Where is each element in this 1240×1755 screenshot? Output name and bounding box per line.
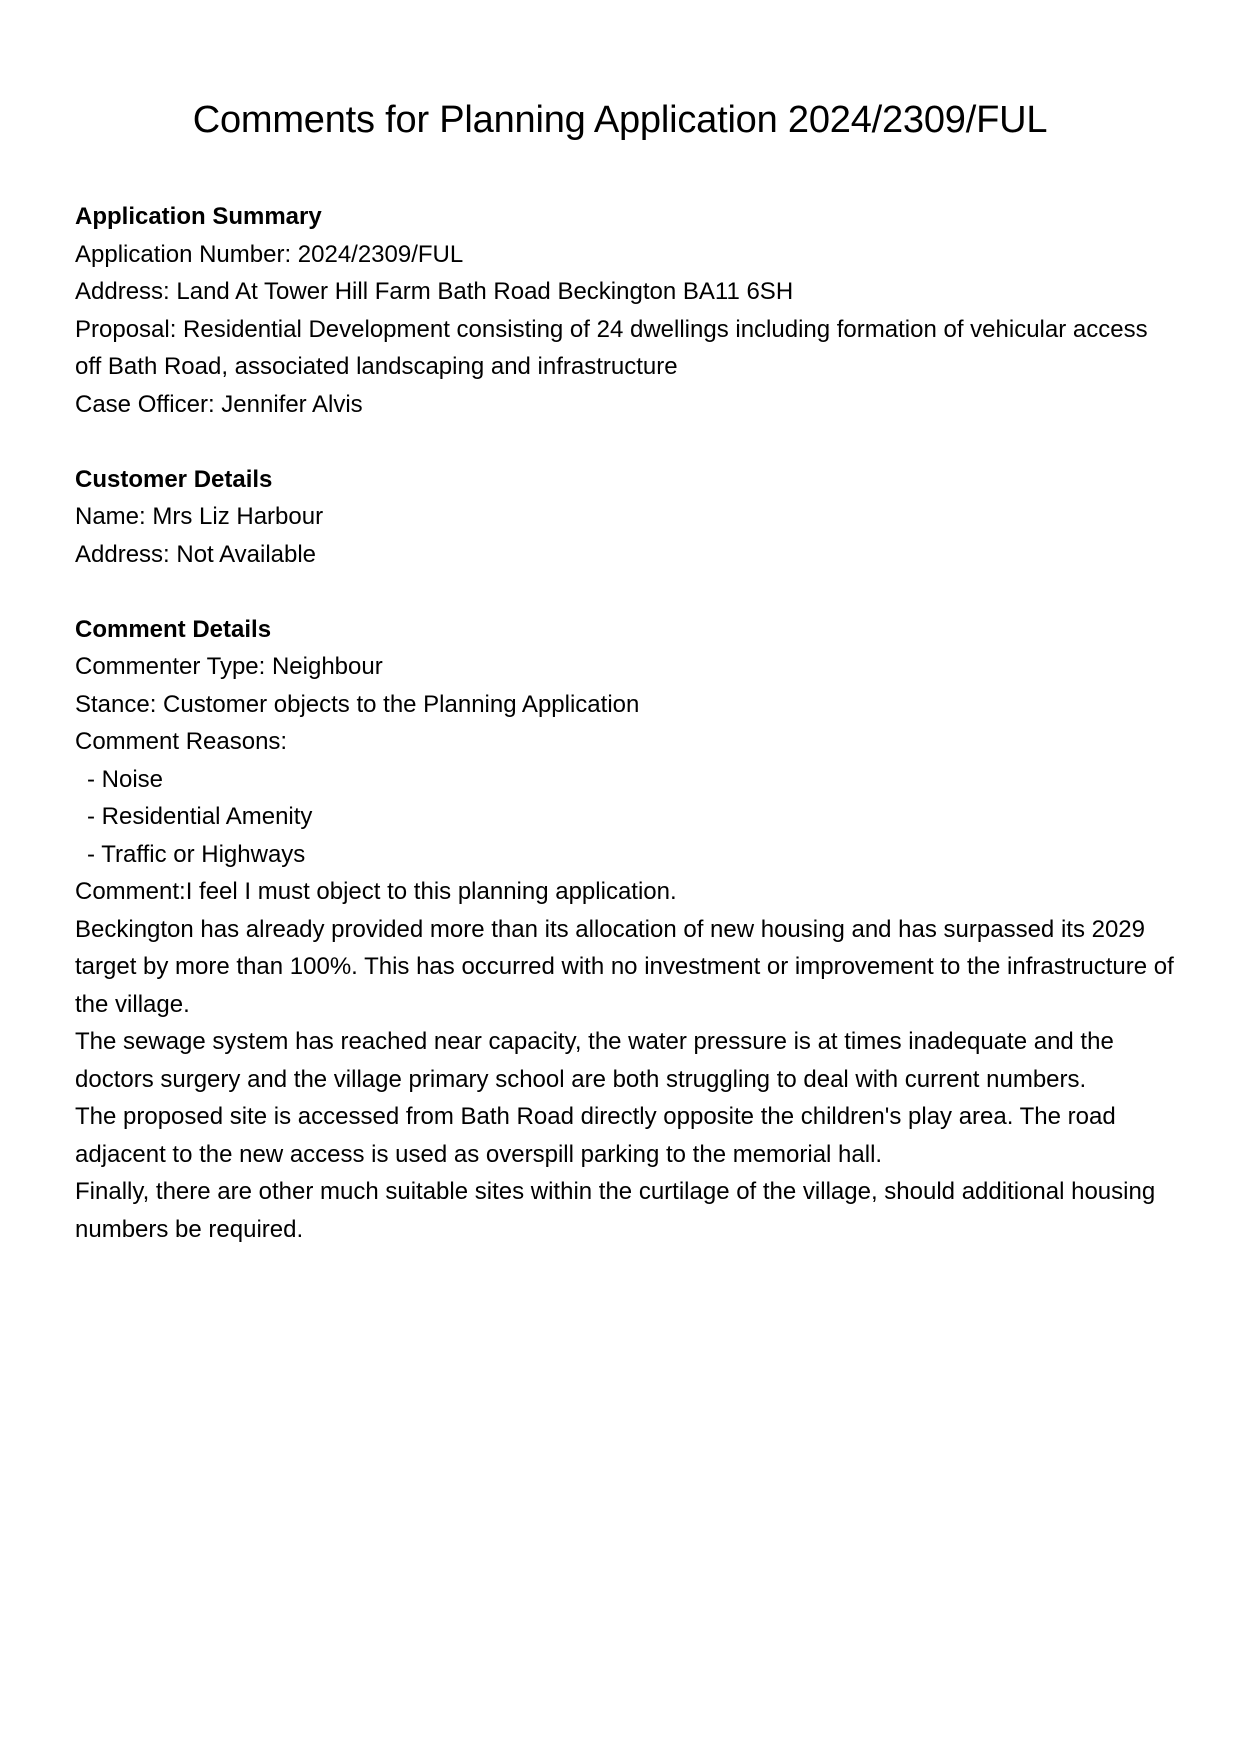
comment-details-heading: Comment Details <box>75 615 272 643</box>
stance: Stance: Customer objects to the Planning Application <box>75 690 640 718</box>
application-proposal: Proposal: Residential Development consisting of 24 dwellings including formation of vehicular access off Bath Road, associated landscaping and infrastructure <box>75 315 1148 380</box>
application-number: Application Number: 2024/2309/FUL <box>75 240 464 268</box>
comment-reason-item: - Residential Amenity <box>87 803 313 830</box>
customer-details-heading: Customer Details <box>75 465 273 493</box>
page-title: Comments for Planning Application 2024/2309/FUL <box>192 99 1048 141</box>
comment-reason-item: - Traffic or Highways <box>87 840 306 868</box>
customer-address: Address: Not Available <box>75 540 317 568</box>
document-body <box>75 198 1175 1286</box>
application-address: Address: Land At Tower Hill Farm Bath Road Beckington BA11 6SH <box>75 278 794 305</box>
comment-paragraph: Comment:I feel I must object to this planning application. <box>75 878 677 905</box>
comment-reasons-label: Comment Reasons: <box>75 728 288 755</box>
application-summary-heading: Application Summary <box>75 203 322 230</box>
comment-reason-item: - Noise <box>87 765 164 793</box>
customer-name: Name: Mrs Liz Harbour <box>75 503 324 530</box>
comment-paragraph: The proposed site is accessed from Bath Road directly opposite the children's play area. The road adjacent to the new access is used as overspill parking to the memorial hall. <box>75 1103 1116 1168</box>
commenter-type: Commenter Type: Neighbour <box>75 653 383 680</box>
comment-details-section <box>75 611 1175 1249</box>
comment-paragraph: The sewage system has reached near capacity, the water pressure is at times inadequate and the doctors surgery and the village primary school are both struggling to deal with current numbers. <box>75 1028 1114 1093</box>
application-summary-section <box>75 198 1175 423</box>
comment-paragraph: Beckington has already provided more than its allocation of new housing and has surpassed its 2029 target by more than 100%. This has occurred with no investment or improvement to the infrastructure of the village. <box>75 915 1174 1018</box>
case-officer: Case Officer: Jennifer Alvis <box>75 390 363 418</box>
comment-paragraph: Finally, there are other much suitable sites within the curtilage of the village, should additional housing numbers be required. <box>75 1178 1156 1243</box>
customer-details-section <box>75 461 1175 574</box>
